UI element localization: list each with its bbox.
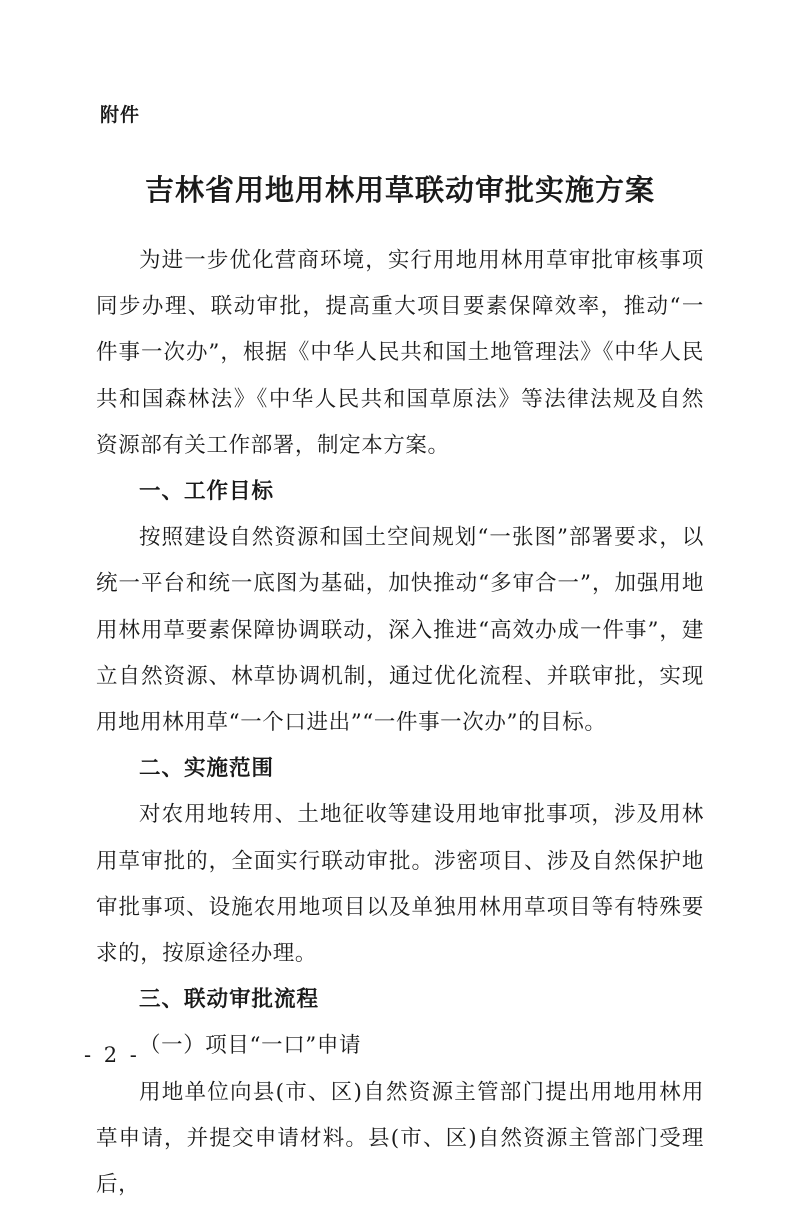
document-title: 吉林省用地用林用草联动审批实施方案 — [144, 173, 655, 207]
section-heading-2: 二、实施范围 — [139, 756, 275, 782]
section-heading-1: 一、工作目标 — [139, 479, 275, 505]
subsection-heading-3-1: （一）项目“一口”申请 — [139, 1033, 362, 1059]
attachment-label: 附件 — [100, 104, 141, 126]
section-paragraph-1: 按照建设自然资源和国土空间规划“一张图”部署要求，以统一平台和统一底图为基础，加快推动“多审合一”，加强用地用林用草要素保障协调联动，深入推进“高效办成一件事”，建立自然资源、林草协调机制，通过优化流程、并联审批，实现用地用林用草“一个口进出”“一件事一次办”的目标。 — [96, 525, 704, 736]
intro-paragraph: 为进一步优化营商环境，实行用地用林用草审批审核事项同步办理、联动审批，提高重大项目要素保障效率，推动“一件事一次办”，根据《中华人民共和国土地管理法》《中华人民共和国森林法》《中华人民共和国草原法》等法律法规及自然资源部有关工作部署，制定本方案。 — [96, 248, 704, 458]
section-paragraph-3: 用地单位向县(市、区)自然资源主管部门提出用地用林用草申请，并提交申请材料。县(市、区)自然资源主管部门受理后， — [96, 1079, 704, 1198]
document-body — [96, 238, 704, 1208]
section-heading-3: 三、联动审批流程 — [139, 987, 320, 1013]
page-number: - 2 - — [84, 1043, 140, 1067]
section-paragraph-2: 对农用地转用、土地征收等建设用地审批事项，涉及用林用草审批的，全面实行联动审批。涉密项目、涉及自然保护地审批事项、设施农用地项目以及单独用林用草项目等有特殊要求的，按原途径办理。 — [96, 802, 704, 967]
